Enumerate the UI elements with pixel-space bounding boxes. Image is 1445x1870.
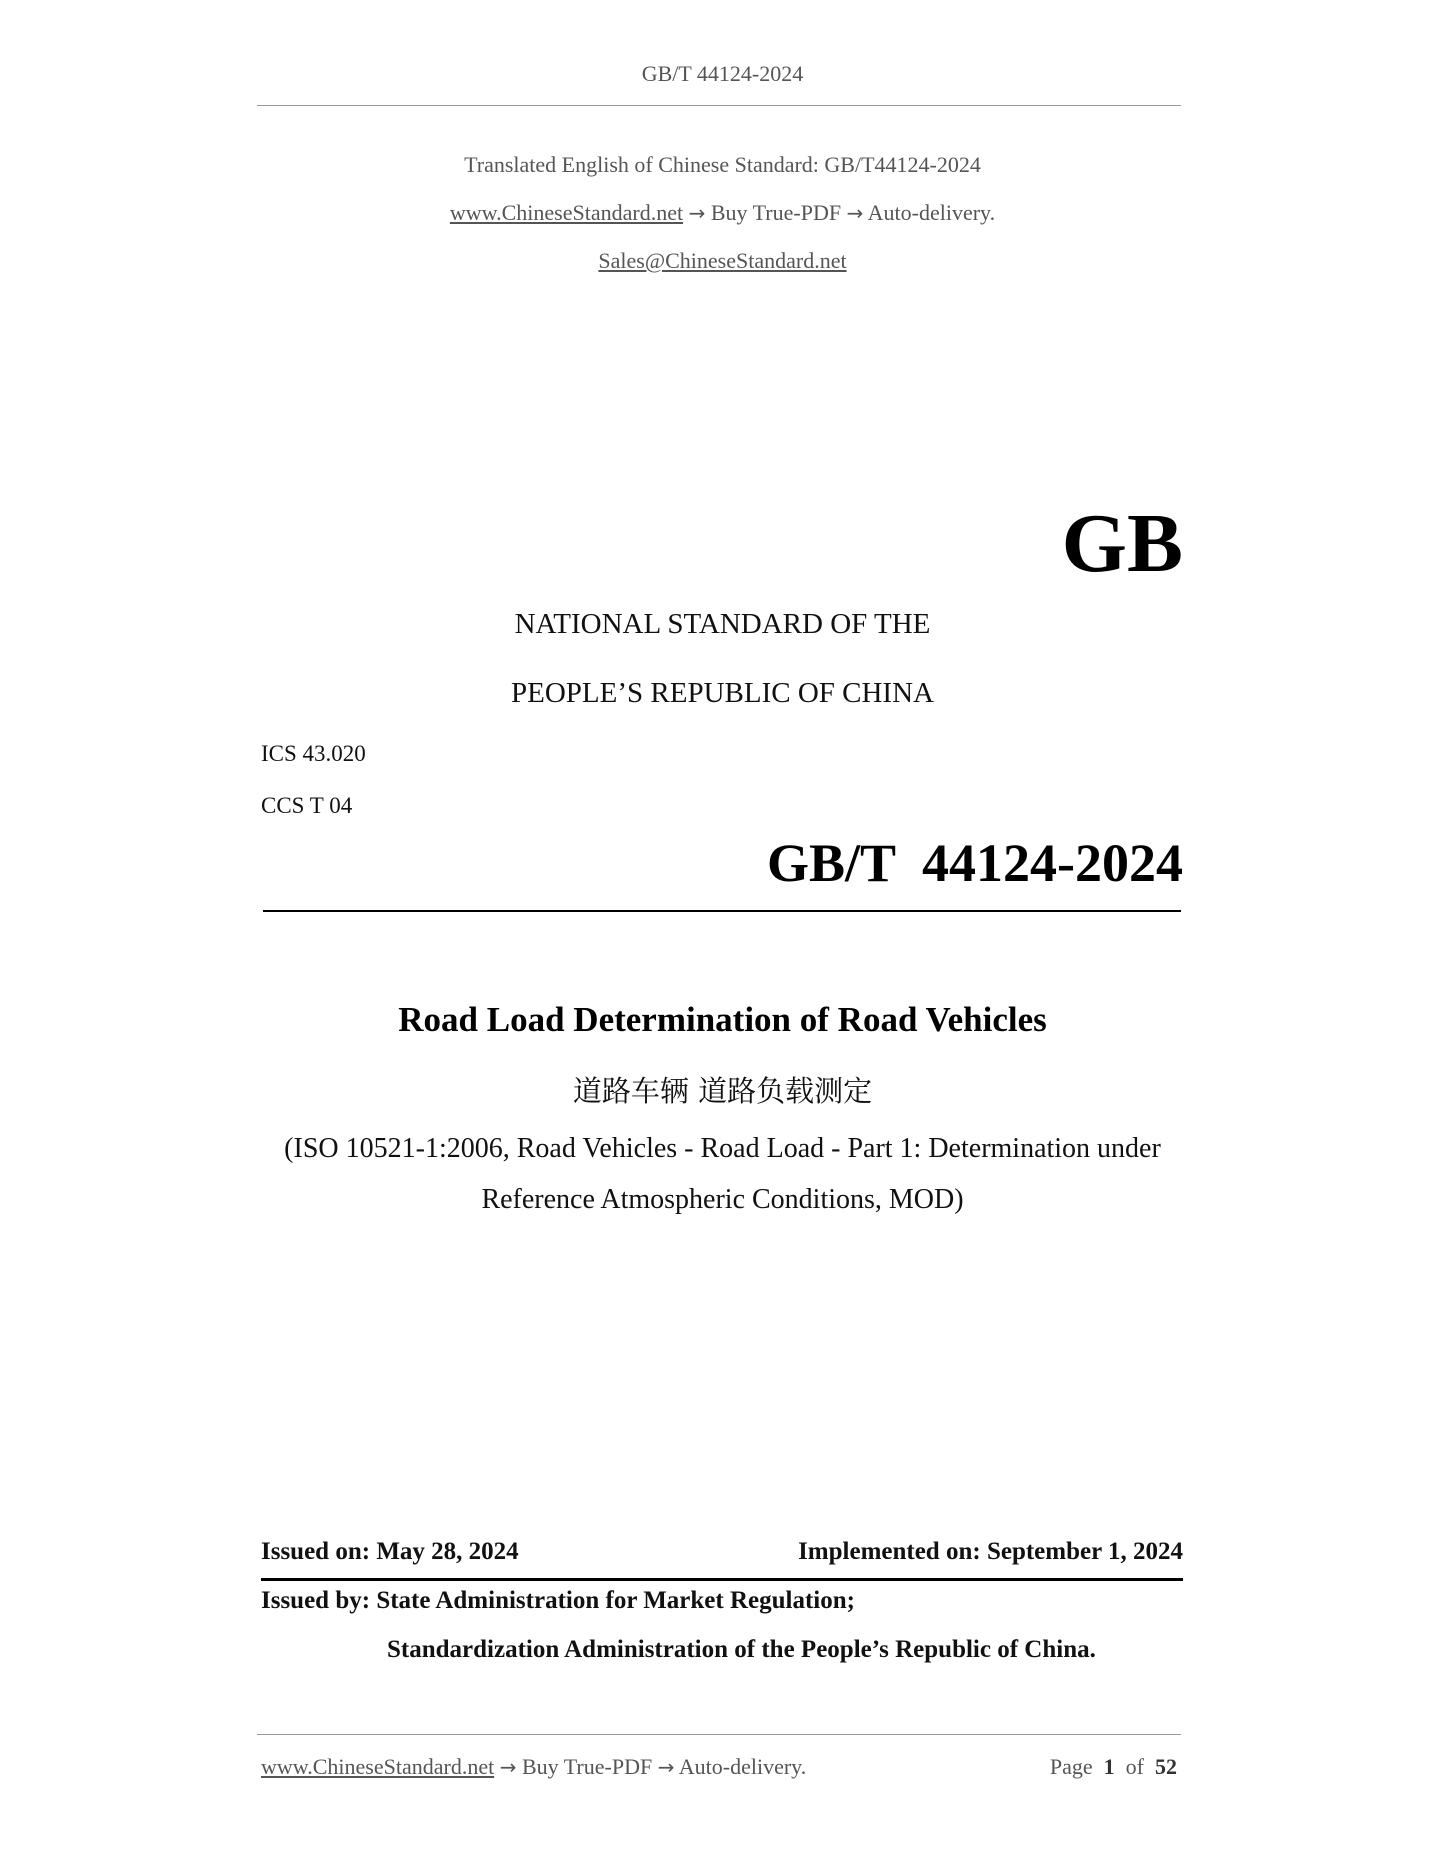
standard-number-divider — [263, 910, 1181, 912]
issuing-authority-line2: PEOPLE’S REPUBLIC OF CHINA — [511, 677, 934, 709]
email-line — [0, 248, 1445, 274]
arrow-right-icon: → — [688, 201, 706, 225]
ics-code: ICS 43.020 — [261, 741, 366, 766]
footer-website-link[interactable]: www.ChineseStandard.net — [261, 1754, 495, 1779]
sales-email-link[interactable]: Sales@ChineseStandard.net — [598, 248, 847, 273]
document-title-english: Road Load Determination of Road Vehicles — [398, 1000, 1047, 1039]
document-title-chinese: 道路车辆 道路负载测定 — [572, 1074, 873, 1108]
footer-purchase-line — [261, 1754, 806, 1780]
of-label: of — [1125, 1754, 1144, 1779]
website-link[interactable]: www.ChineseStandard.net — [449, 200, 684, 225]
footer-buy-text: Buy True-PDF — [521, 1754, 653, 1779]
total-pages: 52 — [1155, 1754, 1177, 1779]
purchase-line — [0, 200, 1445, 226]
page-label: Page — [1049, 1754, 1093, 1779]
standard-number: GB/T 44124-2024 — [766, 833, 1183, 893]
issuance-divider — [261, 1578, 1183, 1581]
gb-logo: GB — [1061, 497, 1183, 590]
arrow-right-icon: → — [846, 201, 864, 225]
footer-delivery-text: Auto-delivery. — [678, 1754, 807, 1779]
header-divider — [257, 105, 1181, 106]
adoption-note-line1: (ISO 10521-1:2006, Road Vehicles - Road Load - Part 1: Determination under — [284, 1133, 1161, 1164]
translation-notice: Translated English of Chinese Standard: GB/T44124-2024 — [464, 152, 981, 177]
implemented-on-date: Implemented on: September 1, 2024 — [798, 1538, 1183, 1565]
current-page-number: 1 — [1103, 1754, 1115, 1779]
issuing-authority-line1: NATIONAL STANDARD OF THE — [514, 608, 931, 640]
page-indicator — [1050, 1754, 1177, 1780]
ccs-code: CCS T 04 — [261, 793, 353, 818]
arrow-right-icon: → — [499, 1755, 517, 1779]
running-header: GB/T 44124-2024 — [641, 61, 804, 86]
issued-on-date: Issued on: May 28, 2024 — [261, 1538, 519, 1565]
auto-delivery-text: Auto-delivery. — [867, 200, 996, 225]
adoption-note-line2: Reference Atmospheric Conditions, MOD) — [481, 1184, 964, 1215]
buy-true-pdf-text: Buy True-PDF — [710, 200, 842, 225]
footer-divider — [257, 1734, 1181, 1735]
issued-by-line2: Standardization Administration of the People’s Republic of China. — [387, 1636, 1096, 1663]
arrow-right-icon: → — [657, 1755, 675, 1779]
issued-by-line1: Issued by: State Administration for Market Regulation; — [261, 1587, 855, 1614]
